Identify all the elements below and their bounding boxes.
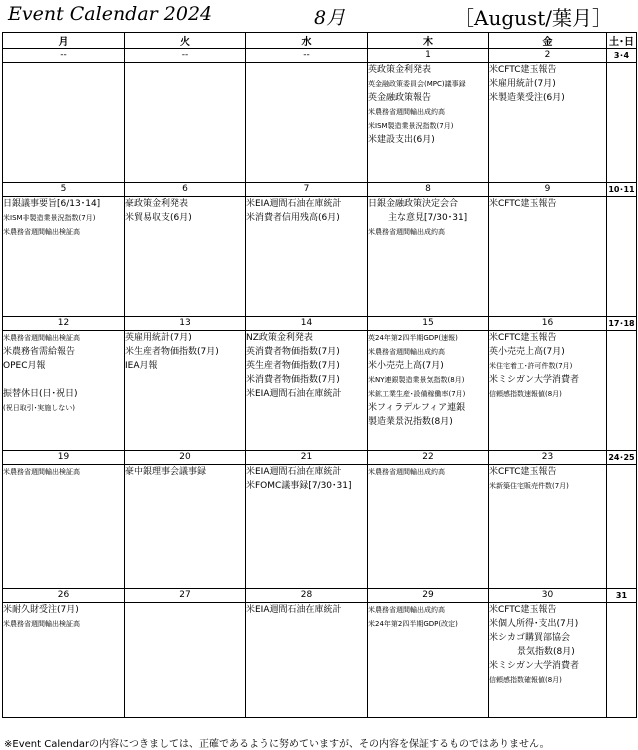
weekend-number: 3･4 (607, 49, 637, 63)
week-2-dates (3, 183, 637, 197)
event-item: 米EIA週間石油在庫統計 (246, 605, 342, 615)
event-item: 米EIA週間石油在庫統計 (246, 199, 342, 209)
dow-tue: 火 (125, 33, 246, 49)
event-item: 米CFTC建玉報告 (489, 333, 557, 343)
day-number: 15 (368, 317, 489, 331)
weekend-cell (607, 197, 637, 317)
event-item: 米ISM製造業景況指数(7月) (368, 122, 454, 130)
weekend-cell (607, 331, 637, 451)
calendar-title: Event Calendar 2024 (8, 3, 213, 25)
event-item: 英消費者物価指数(7月) (246, 347, 340, 357)
event-item: 米個人所得･支出(7月) (489, 619, 579, 629)
event-item: OPEC月報 (3, 361, 46, 371)
day-cell (368, 465, 489, 589)
event-item: 米農務省週間輸出成約高 (368, 606, 445, 614)
day-cell (246, 197, 368, 317)
dow-fri: 金 (489, 33, 607, 49)
event-item: 米鉱工業生産･設備稼働率(7月) (368, 390, 466, 398)
day-cell (368, 603, 489, 718)
event-item: 日銀金融政策決定会合 (368, 199, 459, 209)
event-item: 豪政策金利発表 (125, 199, 189, 209)
day-cell (3, 603, 125, 718)
day-number: 5 (3, 183, 125, 197)
day-number: 14 (246, 317, 368, 331)
event-item: 米農務省週間輸出成約高 (368, 228, 445, 236)
day-number: 1 (368, 49, 489, 63)
dow-thu: 木 (368, 33, 489, 49)
dow-mon: 月 (3, 33, 125, 49)
day-cell (3, 63, 125, 183)
event-item: 製造業景況指数(8月) (368, 417, 453, 427)
day-cell (3, 197, 125, 317)
event-item: 米住宅着工･許可件数(7月) (489, 362, 573, 370)
event-item: 米農務省週間輸出成約高 (368, 108, 445, 116)
day-cell (3, 331, 125, 451)
day-number: -- (125, 49, 246, 63)
day-number: 21 (246, 451, 368, 465)
calendar-grid (2, 32, 637, 718)
day-cell (368, 63, 489, 183)
event-item: 米消費者物価指数(7月) (246, 375, 340, 385)
weekend-cell (607, 465, 637, 589)
event-item: 米EIA週間石油在庫統計 (246, 467, 342, 477)
event-item: 米ミシガン大学消費者 (489, 661, 580, 671)
day-number: 2 (489, 49, 607, 63)
weekend-cell (607, 63, 637, 183)
day-cell (489, 63, 607, 183)
event-item: 米耐久財受注(7月) (3, 605, 79, 615)
event-item: 米農務省週間輸出成約高 (368, 468, 445, 476)
day-number: 23 (489, 451, 607, 465)
week-4-events (3, 465, 637, 589)
event-item: 米ISM非製造業景況指数(7月) (3, 214, 96, 222)
event-item: 米生産者物価指数(7月) (125, 347, 219, 357)
event-item: 信頼感指数速報値(8月) (489, 390, 562, 398)
day-cell (3, 465, 125, 589)
week-1-events (3, 63, 637, 183)
event-item: 米CFTC建玉報告 (489, 65, 557, 75)
event-item: 英金融政策報告 (368, 93, 432, 103)
day-cell (246, 603, 368, 718)
event-item: NZ政策金利発表 (246, 333, 313, 343)
event-item: 米農務省週間輸出検証高 (3, 228, 80, 236)
day-number: -- (3, 49, 125, 63)
day-cell (125, 197, 246, 317)
week-3-dates (3, 317, 637, 331)
day-number: 20 (125, 451, 246, 465)
event-item: 振替休日(日･祝日) (3, 389, 78, 399)
day-number: 12 (3, 317, 125, 331)
event-item: 英生産者物価指数(7月) (246, 361, 340, 371)
day-cell (489, 603, 607, 718)
week-5-events (3, 603, 637, 718)
event-item: 米CFTC建玉報告 (489, 467, 557, 477)
event-item: 豪中銀理事会議事録 (125, 467, 207, 477)
day-cell (489, 197, 607, 317)
day-number: 6 (125, 183, 246, 197)
event-item: 米雇用統計(7月) (489, 79, 556, 89)
day-number: 29 (368, 589, 489, 603)
dow-wed: 水 (246, 33, 368, 49)
day-number: 8 (368, 183, 489, 197)
day-number: 26 (3, 589, 125, 603)
month-name: ［August/葉月］ (454, 6, 613, 30)
month-number: 8月 (314, 7, 346, 29)
event-item: 米小売売上高(7月) (368, 361, 444, 371)
week-2-events (3, 197, 637, 317)
event-item: 英雇用統計(7月) (125, 333, 192, 343)
dow-weekend: 土･日 (607, 33, 637, 49)
day-cell (368, 197, 489, 317)
event-item: 米農務省週間輸出検証高 (3, 468, 80, 476)
day-cell (246, 63, 368, 183)
weekend-number: 31 (607, 589, 637, 603)
event-item: 米CFTC建玉報告 (489, 199, 557, 209)
day-cell (489, 465, 607, 589)
event-item: 主な意見[7/30･31] (388, 213, 468, 223)
day-cell (246, 331, 368, 451)
event-item: 米24年第2四半期GDP(改定) (368, 620, 458, 628)
event-item: 米CFTC建玉報告 (489, 605, 557, 615)
week-5-dates (3, 589, 637, 603)
day-cell (125, 63, 246, 183)
event-item: 米農務省需給報告 (3, 347, 76, 357)
day-cell (246, 465, 368, 589)
day-number: 28 (246, 589, 368, 603)
event-item: 米フィラデルフィア連銀 (368, 403, 466, 413)
event-item: 米農務省週間輸出検証高 (3, 620, 80, 628)
event-item: 英政策金利発表 (368, 65, 432, 75)
day-cell (368, 331, 489, 451)
event-item: 米貿易収支(6月) (125, 213, 192, 223)
day-number: 30 (489, 589, 607, 603)
day-number: -- (246, 49, 368, 63)
weekend-cell (607, 603, 637, 718)
day-number: 7 (246, 183, 368, 197)
weekend-number: 24･25 (607, 451, 637, 465)
day-number: 27 (125, 589, 246, 603)
event-item: 日銀議事要旨[6/13･14] (3, 199, 101, 209)
week-1-dates (3, 49, 637, 63)
event-item: (祝日取引･実施しない) (3, 404, 75, 412)
event-item: 米建設支出(6月) (368, 135, 435, 145)
event-item: 米NY連銀製造業景気指数(8月) (368, 376, 465, 384)
event-item: 米製造業受注(6月) (489, 93, 565, 103)
weekend-number: 10･11 (607, 183, 637, 197)
event-item: 米FOMC議事録[7/30･31] (246, 481, 352, 491)
day-number: 22 (368, 451, 489, 465)
event-item: 英金融政策委員会(MPC)議事録 (368, 80, 466, 88)
day-number: 19 (3, 451, 125, 465)
event-item: 英小売売上高(7月) (489, 347, 565, 357)
day-number: 16 (489, 317, 607, 331)
event-item: 米ミシガン大学消費者 (489, 375, 580, 385)
week-3-events (3, 331, 637, 451)
event-item: 米シカゴ購買部協会 (489, 633, 571, 643)
event-item: 景気指数(8月) (517, 647, 575, 657)
event-item: 英24年第2四半期GDP(速報) (368, 334, 458, 342)
event-item: 信頼感指数確報値(8月) (489, 676, 562, 684)
event-item: 米消費者信用残高(6月) (246, 213, 340, 223)
disclaimer: ※Event Calendarの内容につきましては、正確であるように努めていますが、その内容を保証するものではありません。 (4, 739, 550, 750)
event-item: 米EIA週間石油在庫統計 (246, 389, 342, 399)
day-cell (125, 603, 246, 718)
week-4-dates (3, 451, 637, 465)
weekend-number: 17･18 (607, 317, 637, 331)
event-item: 米新築住宅販売件数(7月) (489, 482, 569, 490)
day-number: 13 (125, 317, 246, 331)
event-item: IEA月報 (125, 361, 158, 371)
day-cell (125, 331, 246, 451)
day-number: 9 (489, 183, 607, 197)
day-cell (125, 465, 246, 589)
weekday-header-row (3, 33, 637, 49)
day-cell (489, 331, 607, 451)
event-item: 米農務省週間輸出検証高 (3, 334, 80, 342)
event-item: 米農務省週間輸出成約高 (368, 348, 445, 356)
